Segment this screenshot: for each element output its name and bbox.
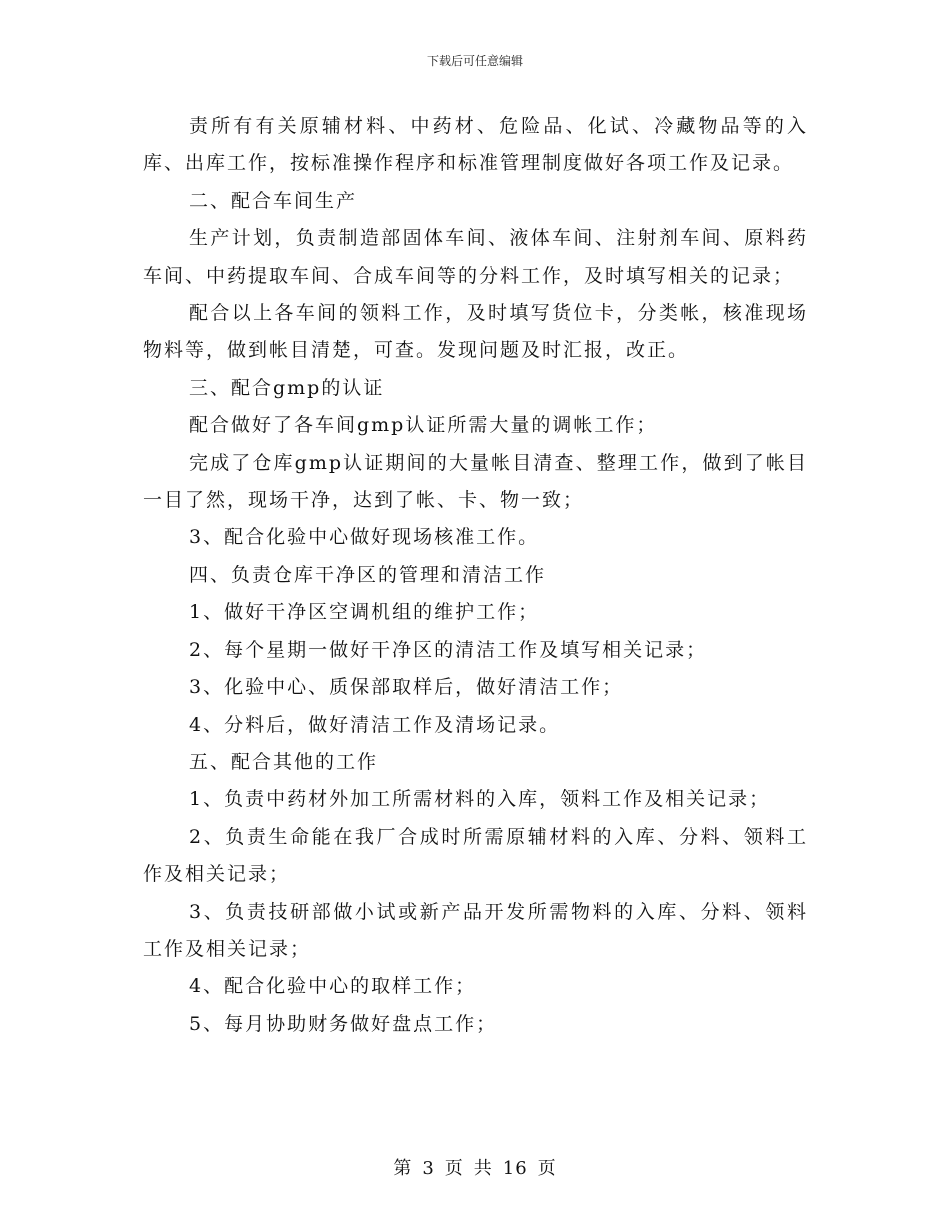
document-body [143,108,808,1043]
list-item: 4、配合化验中心的取样工作； [189,975,477,998]
footer-current-page: 3 [422,1158,435,1179]
list-item: 2、每个星期一做好干净区的清洁工作及填写相关记录； [189,638,708,661]
section-heading: 五、配合其他的工作 [189,750,379,773]
footer-page-label: 页 [444,1158,464,1179]
page-header: 下载后可任意编辑 [426,54,523,68]
footer-total-pages: 16 [502,1158,528,1179]
list-item: 3、配合化验中心做好现场核准工作。 [189,526,540,549]
list-item: 3、负责技研部做小试或新产品开发所需物料的入库、分料、领料工作及相关记录； [143,900,808,960]
paragraph: 生产计划，负责制造部固体车间、液体车间、注射剂车间、原料药车间、中药提取车间、合成车间等的分料工作，及时填写相关的记录； [143,227,808,287]
list-item: 2、负责生命能在我厂合成时所需原辅材料的入库、分料、领料工作及相关记录； [143,825,808,886]
list-item: 1、做好干净区空调机组的维护工作； [189,601,540,624]
list-item: 4、分料后，做好清洁工作及清场记录。 [189,713,561,736]
section-heading: 三、配合gmp的认证 [189,376,385,399]
list-item: 1、负责中药材外加工所需材料的入库，领料工作及相关记录； [189,788,771,811]
paragraph: 完成了仓库gmp认证期间的大量帐目清查、整理工作，做到了帐目一目了然，现场干净，达到了帐、卡、物一致； [143,451,808,512]
section-heading: 四、负责仓库干净区的管理和清洁工作 [189,563,547,586]
paragraph: 配合以上各车间的领料工作，及时填写货位卡，分类帐，核准现场物料等，做到帐目清楚，可查。发现问题及时汇报，改正。 [143,302,808,362]
paragraph: 配合做好了各车间gmp认证所需大量的调帐工作； [189,414,658,437]
page-number-footer [0,1154,950,1180]
footer-prefix: 第 [393,1158,413,1179]
list-item: 5、每月协助财务做好盘点工作； [189,1012,498,1035]
section-heading: 二、配合车间生产 [189,189,358,212]
paragraph: 责所有有关原辅材料、中药材、危险品、化试、冷藏物品等的入库、出库工作，按标准操作程序和标准管理制度做好各项工作及记录。 [143,115,808,175]
footer-suffix: 页 [537,1158,557,1179]
list-item: 3、化验中心、质保部取样后，做好清洁工作； [189,676,624,699]
footer-total-label: 共 [473,1158,493,1179]
